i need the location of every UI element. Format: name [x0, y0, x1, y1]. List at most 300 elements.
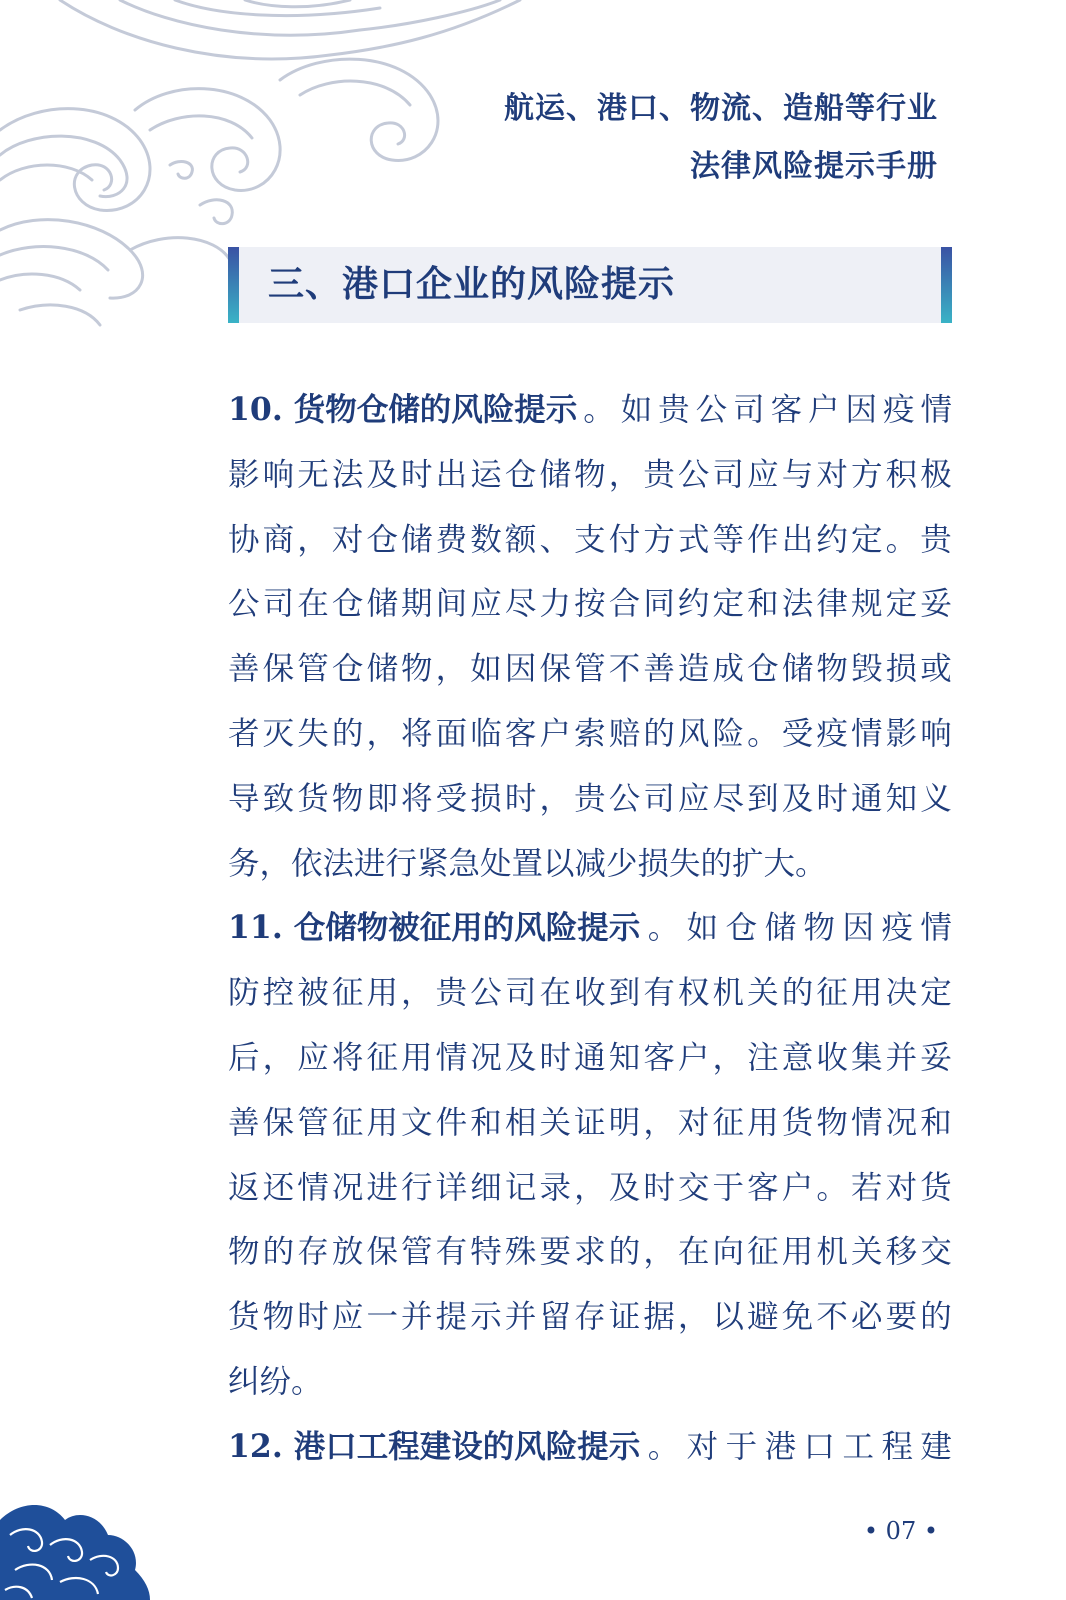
- glyph: 方: [643, 521, 675, 558]
- glyph: 征: [331, 1104, 364, 1141]
- glyph: 造: [677, 651, 710, 688]
- glyph: 公: [695, 392, 728, 428]
- paragraph-11-line: [228, 896, 952, 961]
- glyph: 时: [401, 456, 433, 493]
- glyph: 并: [504, 1299, 537, 1336]
- glyph: 对: [677, 1104, 710, 1141]
- glyph: 行: [401, 1169, 433, 1206]
- glyph: 货: [920, 1169, 952, 1206]
- glyph: 征: [712, 1104, 745, 1141]
- glyph: 户: [781, 1169, 814, 1206]
- glyph: 特: [470, 1234, 502, 1271]
- glyph: 式: [677, 521, 710, 558]
- glyph: 物: [574, 456, 606, 493]
- glyph: 物: [803, 910, 836, 947]
- glyph: 交: [920, 1234, 952, 1271]
- glyph: 的: [781, 975, 814, 1012]
- glyph: 应: [677, 780, 710, 817]
- glyph: 有: [435, 1234, 468, 1271]
- glyph: 户: [808, 392, 840, 428]
- glyph: 等: [712, 521, 745, 558]
- glyph: 公: [677, 456, 710, 493]
- glyph: 管: [401, 1234, 433, 1271]
- glyph: 法: [331, 456, 364, 493]
- glyph: 决: [885, 975, 918, 1012]
- glyph: 应: [297, 1039, 329, 1076]
- glyph: 到: [608, 975, 641, 1012]
- glyph: 损: [885, 651, 918, 688]
- glyph: 关: [747, 975, 779, 1012]
- glyph: 成: [712, 651, 745, 688]
- glyph: 储: [539, 456, 571, 493]
- glyph: 仓: [504, 456, 537, 493]
- glyph: 司: [712, 456, 745, 493]
- glyph: ，: [574, 1169, 606, 1206]
- glyph: 索: [574, 715, 606, 752]
- glyph: 注: [747, 1039, 779, 1076]
- glyph: 于: [725, 1428, 758, 1465]
- glyph: 时: [643, 1169, 675, 1206]
- paragraph-10-line: [228, 443, 952, 508]
- glyph: 妥: [920, 1039, 952, 1076]
- glyph: 录: [539, 1169, 571, 1206]
- glyph: 要: [885, 1299, 918, 1336]
- glyph: 时: [539, 1039, 571, 1076]
- glyph: 商: [262, 521, 295, 558]
- glyph: 如: [470, 651, 502, 688]
- paragraph-10-line: [228, 572, 952, 637]
- item-heading-12: 12. 港口工程建设的风险提示: [228, 1427, 641, 1465]
- glyph: 因: [845, 392, 878, 428]
- glyph: 的: [262, 1234, 295, 1271]
- glyph: 存: [574, 1299, 606, 1336]
- glyph: 保: [262, 651, 295, 688]
- glyph: 物: [228, 1234, 260, 1271]
- glyph: 向: [712, 1234, 745, 1271]
- glyph: 集: [850, 1039, 883, 1076]
- glyph: 因: [504, 651, 537, 688]
- glyph: 费: [435, 521, 468, 558]
- glyph: ，: [608, 456, 641, 493]
- glyph: 定: [920, 975, 952, 1012]
- glyph: 响: [262, 456, 295, 493]
- glyph: 户: [539, 715, 571, 752]
- glyph: 约: [816, 521, 848, 558]
- glyph: 保: [366, 1234, 398, 1271]
- glyph: ，: [297, 521, 329, 558]
- glyph: 况: [470, 1039, 502, 1076]
- glyph: 受: [781, 715, 814, 752]
- glyph: 证: [608, 1299, 641, 1336]
- glyph: 方: [850, 456, 883, 493]
- glyph: 避: [747, 1299, 779, 1336]
- glyph: 客: [504, 715, 537, 752]
- glyph: 损: [470, 780, 502, 817]
- glyph: 被: [297, 975, 329, 1012]
- glyph: 港: [764, 1428, 797, 1465]
- glyph: ，: [539, 780, 571, 817]
- glyph: ，: [401, 975, 433, 1012]
- document-header: [504, 80, 938, 196]
- glyph: 受: [435, 780, 468, 817]
- glyph: 记: [504, 1169, 537, 1206]
- glyph: 通: [574, 1039, 606, 1076]
- glyph: 储: [764, 910, 797, 947]
- glyph: 合: [608, 586, 641, 623]
- glyph: 即: [366, 780, 398, 817]
- glyph: 在: [677, 1234, 710, 1271]
- glyph: 妥: [920, 586, 952, 623]
- glyph: 不: [816, 1299, 848, 1336]
- glyph: 期: [401, 586, 433, 623]
- glyph: 货: [297, 780, 329, 817]
- glyph: 物: [401, 651, 433, 688]
- header-title-line-1: 航运、港口、物流、造船等行业: [504, 91, 938, 126]
- glyph: 和: [747, 586, 779, 623]
- header-title-line-2: 法律风险提示手册: [690, 149, 938, 184]
- glyph: ，: [643, 1234, 675, 1271]
- glyph: 司: [643, 780, 675, 817]
- glyph: 影: [885, 715, 918, 752]
- glyph: 存: [297, 1234, 329, 1271]
- glyph: 客: [770, 392, 803, 428]
- glyph: 在: [297, 586, 329, 623]
- glyph: 征: [816, 975, 848, 1012]
- glyph: 免: [781, 1299, 814, 1336]
- glyph: 有: [643, 975, 675, 1012]
- glyph: 情: [920, 910, 952, 947]
- glyph: 数: [470, 521, 502, 558]
- glyph: 收: [574, 975, 606, 1012]
- glyph: 储: [366, 651, 398, 688]
- text-line: 纠纷。: [228, 1363, 323, 1400]
- glyph: 时: [297, 1299, 329, 1336]
- glyph: 及: [504, 1039, 537, 1076]
- glyph: 物: [262, 1299, 295, 1336]
- glyph: 如: [620, 392, 653, 428]
- glyph: 于: [712, 1169, 745, 1206]
- glyph: 定: [885, 586, 918, 623]
- paragraph-11-line: [228, 1220, 952, 1285]
- glyph: 保: [262, 1104, 295, 1141]
- glyph: 。: [885, 521, 918, 558]
- paragraph-12-line: [228, 1415, 952, 1480]
- glyph: 详: [435, 1169, 468, 1206]
- glyph: 无: [297, 456, 329, 493]
- glyph: 一: [366, 1299, 398, 1336]
- glyph: 贵: [920, 521, 952, 558]
- glyph: 件: [435, 1104, 468, 1141]
- glyph: ，: [262, 1039, 295, 1076]
- glyph: 征: [331, 975, 364, 1012]
- glyph: 细: [470, 1169, 502, 1206]
- glyph: 知: [608, 1039, 641, 1076]
- glyph: 并: [401, 1299, 433, 1336]
- glyph: 作: [747, 521, 779, 558]
- glyph: 必: [850, 1299, 883, 1336]
- glyph: 管: [574, 651, 606, 688]
- glyph: 付: [608, 521, 641, 558]
- glyph: 用: [781, 1234, 814, 1271]
- glyph: 控: [262, 975, 295, 1012]
- glyph: 明: [608, 1104, 641, 1141]
- glyph: 应: [470, 586, 502, 623]
- glyph: 仓: [725, 910, 758, 947]
- glyph: 情: [850, 715, 883, 752]
- glyph: ，: [643, 1104, 675, 1141]
- glyph: 况: [885, 1104, 918, 1141]
- glyph: 知: [885, 780, 918, 817]
- glyph: 者: [228, 715, 260, 752]
- glyph: ，: [677, 1299, 710, 1336]
- glyph: 证: [574, 1104, 606, 1141]
- paragraph-11-line: [228, 1026, 952, 1091]
- glyph: 用: [366, 975, 398, 1012]
- glyph: 的: [643, 715, 675, 752]
- glyph: 管: [297, 651, 329, 688]
- glyph: 因: [842, 910, 874, 947]
- glyph: 疫: [882, 392, 915, 428]
- glyph: 贵: [435, 975, 468, 1012]
- glyph: 权: [677, 975, 710, 1012]
- glyph: 善: [228, 651, 260, 688]
- glyph: 法: [781, 586, 814, 623]
- glyph: 律: [816, 586, 848, 623]
- glyph: 移: [885, 1234, 918, 1271]
- glyph: 规: [850, 586, 883, 623]
- glyph: 导: [228, 780, 260, 817]
- glyph: 及: [781, 780, 814, 817]
- section-accent-bar-right: [941, 247, 952, 323]
- glyph: 客: [747, 1169, 779, 1206]
- glyph: 对: [331, 521, 364, 558]
- glyph: 提: [435, 1299, 468, 1336]
- glyph: 风: [677, 715, 710, 752]
- glyph: 尽: [712, 780, 745, 817]
- glyph: 时: [816, 780, 848, 817]
- glyph: 储: [781, 651, 814, 688]
- glyph: 收: [816, 1039, 848, 1076]
- glyph: 支: [574, 521, 606, 558]
- glyph: 失: [297, 715, 329, 752]
- glyph: 或: [920, 651, 952, 688]
- glyph: 灭: [262, 715, 295, 752]
- glyph: 。: [816, 1169, 848, 1206]
- glyph: 货: [781, 1104, 814, 1141]
- glyph: 用: [401, 1039, 433, 1076]
- glyph: 影: [228, 456, 260, 493]
- glyph: 保: [539, 651, 571, 688]
- glyph: 情: [297, 1169, 329, 1206]
- glyph: 响: [920, 715, 952, 752]
- glyph: 以: [712, 1299, 745, 1336]
- glyph: 贵: [643, 456, 675, 493]
- glyph: 的: [920, 1299, 952, 1336]
- glyph: 与: [781, 456, 814, 493]
- glyph: 机: [712, 975, 745, 1012]
- glyph: ，: [712, 1039, 745, 1076]
- glyph: ，: [435, 651, 468, 688]
- glyph: 据: [643, 1299, 675, 1336]
- glyph: 、: [539, 521, 571, 558]
- glyph: 。: [747, 715, 779, 752]
- glyph: 公: [470, 975, 502, 1012]
- glyph: 公: [228, 586, 260, 623]
- glyph: 尽: [504, 586, 537, 623]
- glyph: 定: [850, 521, 883, 558]
- wave-cloud-icon: [0, 1490, 150, 1600]
- item-heading-10: 10. 货物仓储的风险提示: [228, 391, 578, 428]
- glyph: 的: [331, 715, 364, 752]
- glyph: 放: [331, 1234, 364, 1271]
- glyph: 赔: [608, 715, 641, 752]
- glyph: 储: [401, 521, 433, 558]
- paragraph-11-line: [228, 961, 952, 1026]
- glyph: 相: [504, 1104, 537, 1141]
- glyph: 对: [686, 1428, 719, 1465]
- glyph: 用: [850, 975, 883, 1012]
- glyph: 力: [539, 586, 571, 623]
- glyph: 用: [747, 1104, 779, 1141]
- glyph: 义: [920, 780, 952, 817]
- text-line: 务，依法进行紧急处置以减少损失的扩大。: [228, 845, 827, 882]
- glyph: 额: [504, 521, 537, 558]
- glyph: 和: [470, 1104, 502, 1141]
- glyph: 应: [747, 456, 779, 493]
- page-number: • 07 •: [863, 1517, 938, 1545]
- glyph: 返: [228, 1169, 260, 1206]
- glyph: 关: [850, 1234, 883, 1271]
- glyph: 通: [850, 780, 883, 817]
- glyph: 情: [920, 392, 952, 428]
- glyph: 出: [435, 456, 468, 493]
- paragraph-10-line: [228, 508, 952, 573]
- glyph: 对: [885, 1169, 918, 1206]
- glyph: 若: [850, 1169, 883, 1206]
- glyph: 征: [366, 1039, 398, 1076]
- glyph: 将: [331, 1039, 364, 1076]
- glyph: 仓: [366, 521, 398, 558]
- glyph: 对: [816, 456, 848, 493]
- paragraph-11-line: [228, 1091, 952, 1156]
- glyph: 程: [881, 1428, 913, 1465]
- glyph: 文: [401, 1104, 433, 1141]
- glyph: 和: [920, 1104, 952, 1141]
- glyph: 意: [781, 1039, 814, 1076]
- glyph: 时: [504, 780, 537, 817]
- paragraph-10-line: [228, 637, 952, 702]
- glyph: 应: [331, 1299, 364, 1336]
- glyph: 并: [885, 1039, 918, 1076]
- glyph: 防: [228, 975, 260, 1012]
- glyph: 。: [647, 910, 680, 947]
- item-heading-11: 11. 仓储物被征用的风险提示: [228, 909, 641, 947]
- paragraph-10-line: [228, 702, 952, 767]
- glyph: 不: [608, 651, 641, 688]
- section-title: 三、港口企业的风险提示: [268, 264, 676, 305]
- section-heading-band: [228, 247, 952, 323]
- glyph: 同: [643, 586, 675, 623]
- glyph: 要: [539, 1234, 571, 1271]
- glyph: 况: [331, 1169, 364, 1206]
- glyph: 客: [643, 1039, 675, 1076]
- glyph: 毁: [850, 651, 883, 688]
- glyph: 司: [733, 392, 765, 428]
- glyph: 建: [920, 1428, 952, 1465]
- glyph: 在: [539, 975, 571, 1012]
- glyph: 口: [803, 1428, 836, 1465]
- paragraph-11-line: [228, 1350, 952, 1415]
- glyph: 面: [435, 715, 468, 752]
- glyph: 贵: [574, 780, 606, 817]
- glyph: 后: [228, 1039, 260, 1076]
- glyph: 将: [401, 715, 433, 752]
- glyph: ，: [366, 715, 398, 752]
- glyph: 征: [747, 1234, 779, 1271]
- glyph: 协: [228, 521, 260, 558]
- glyph: 情: [850, 1104, 883, 1141]
- glyph: 关: [539, 1104, 571, 1141]
- glyph: 货: [228, 1299, 260, 1336]
- glyph: 约: [677, 586, 710, 623]
- glyph: 求: [574, 1234, 606, 1271]
- glyph: 示: [470, 1299, 502, 1336]
- glyph: 如: [686, 910, 719, 947]
- glyph: 极: [920, 456, 952, 493]
- glyph: 。: [647, 1428, 680, 1465]
- glyph: 还: [262, 1169, 295, 1206]
- glyph: 间: [435, 586, 468, 623]
- glyph: 留: [539, 1299, 571, 1336]
- paragraph-10-line: [228, 767, 952, 832]
- section-accent-bar-left: [228, 247, 239, 323]
- glyph: 管: [297, 1104, 329, 1141]
- glyph: 临: [470, 715, 502, 752]
- glyph: 物: [816, 1104, 848, 1141]
- glyph: 将: [401, 780, 433, 817]
- paragraph-11-line: [228, 1285, 952, 1350]
- glyph: 。: [583, 392, 615, 428]
- glyph: 物: [816, 651, 848, 688]
- glyph: 及: [366, 456, 398, 493]
- glyph: 疫: [816, 715, 848, 752]
- glyph: 善: [643, 651, 675, 688]
- glyph: 仓: [331, 651, 364, 688]
- glyph: 司: [262, 586, 295, 623]
- glyph: 善: [228, 1104, 260, 1141]
- glyph: 进: [366, 1169, 398, 1206]
- glyph: 定: [712, 586, 745, 623]
- glyph: 的: [608, 1234, 641, 1271]
- glyph: 疫: [881, 910, 913, 947]
- paragraph-10-line: [228, 378, 952, 443]
- glyph: 运: [470, 456, 502, 493]
- glyph: 出: [781, 521, 814, 558]
- glyph: 按: [574, 586, 606, 623]
- paragraph-11-line: [228, 1156, 952, 1221]
- glyph: 致: [262, 780, 295, 817]
- glyph: 交: [677, 1169, 710, 1206]
- glyph: 公: [608, 780, 641, 817]
- glyph: 储: [366, 586, 398, 623]
- glyph: 及: [608, 1169, 641, 1206]
- glyph: 户: [677, 1039, 710, 1076]
- glyph: 用: [366, 1104, 398, 1141]
- glyph: 机: [816, 1234, 848, 1271]
- glyph: 仓: [331, 586, 364, 623]
- glyph: 司: [504, 975, 537, 1012]
- glyph: 工: [842, 1428, 874, 1465]
